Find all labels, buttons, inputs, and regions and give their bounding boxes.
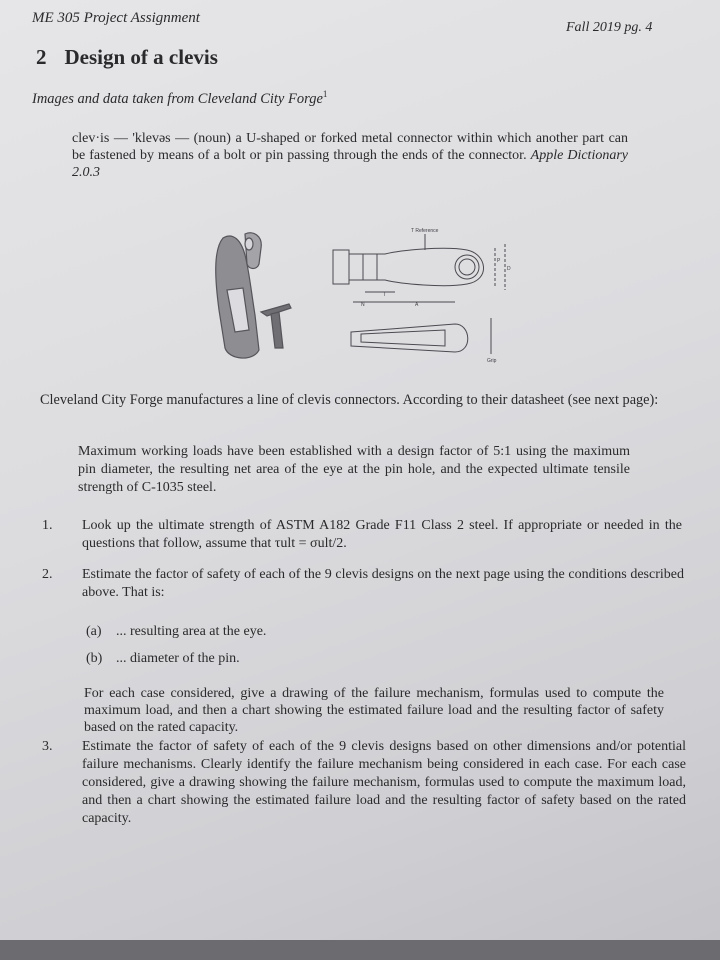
- dim-label-n: N: [361, 302, 365, 308]
- definition-source: Apple Dictionary 2.0.3: [72, 148, 629, 180]
- subitem-b: [86, 651, 240, 667]
- header-course: ME 305 Project Assignment: [32, 10, 200, 26]
- credit-text: Images and data taken from Cleveland City Forge: [32, 90, 323, 107]
- question-text: Estimate the factor of safety of each of the 9 clevis designs on the next page using the conditions described above. That is:: [82, 567, 684, 600]
- footnote-mark: 1: [322, 89, 328, 99]
- screen-bezel: [0, 940, 720, 960]
- subitem-label: (b): [86, 651, 103, 666]
- dim-label-d: D: [507, 266, 511, 272]
- dim-label-grip: Grip: [487, 358, 497, 364]
- question-2-note: For each case considered, give a drawing of the failure mechanism, formulas used to compute the maximum load, and then a chart showing the estimated failure load and the resulting factor of safety based on the rated capacity.: [84, 686, 664, 735]
- question-number: 1.: [42, 518, 53, 533]
- definition-text: clev·is — 'klevəs — (noun) a U-shaped or forked metal connector within which another part can be fastened by means of a bolt or pin passing through the ends of the connector.: [72, 131, 628, 163]
- image-credit: [32, 89, 327, 108]
- intro-paragraph: Cleveland City Forge manufactures a line of clevis connectors. According to their datasheet (see next page):: [40, 392, 659, 408]
- section-title: Design of a clevis: [64, 45, 218, 69]
- subitem-text: ... diameter of the pin.: [116, 651, 240, 666]
- subitem-text: ... resulting area at the eye.: [116, 624, 267, 639]
- question-1: [42, 517, 682, 553]
- subitem-label: (a): [86, 624, 102, 639]
- question-2: [42, 566, 684, 602]
- question-text: Look up the ultimate strength of ASTM A182 Grade F11 Class 2 steel. If appropriate or needed in the questions that follow, assume that τult = σult/2.: [82, 518, 682, 551]
- clevis-definition: [72, 130, 628, 181]
- clevis-photo: [216, 233, 291, 358]
- question-number: 2.: [42, 567, 53, 582]
- question-text: Estimate the factor of safety of each of the 9 clevis designs based on other dimensions and/or potential failure mechanisms. Clearly identify the failure mechanism being considered in each case. For each case considered, give a drawing showing the failure mechanism, formulas used to compute the maximum load, and then a chart showing the estimated failure load and the resulting factor of safety based on the rated capacity.: [82, 739, 686, 826]
- question-number: 3.: [42, 739, 53, 754]
- clevis-drawing: [333, 234, 505, 354]
- subitem-a: [86, 624, 266, 640]
- dim-label-a: A: [415, 302, 419, 308]
- clevis-illustration: [205, 220, 525, 370]
- question-3: [42, 738, 686, 828]
- section-number: 2: [36, 45, 47, 69]
- section-heading: [36, 45, 218, 70]
- ref-label: T Reference: [411, 228, 439, 234]
- dim-label-t: T: [383, 292, 387, 298]
- clevis-figure: [205, 220, 525, 370]
- header-term-page: Fall 2019 pg. 4: [566, 20, 653, 35]
- datasheet-quote: Maximum working loads have been established with a design factor of 5:1 using the maximum pin diameter, the resulting net area of the eye at the pin hole, and the expected ultimate tensile strength of C-1035 steel.: [78, 444, 630, 495]
- dim-label-p: P: [497, 258, 501, 264]
